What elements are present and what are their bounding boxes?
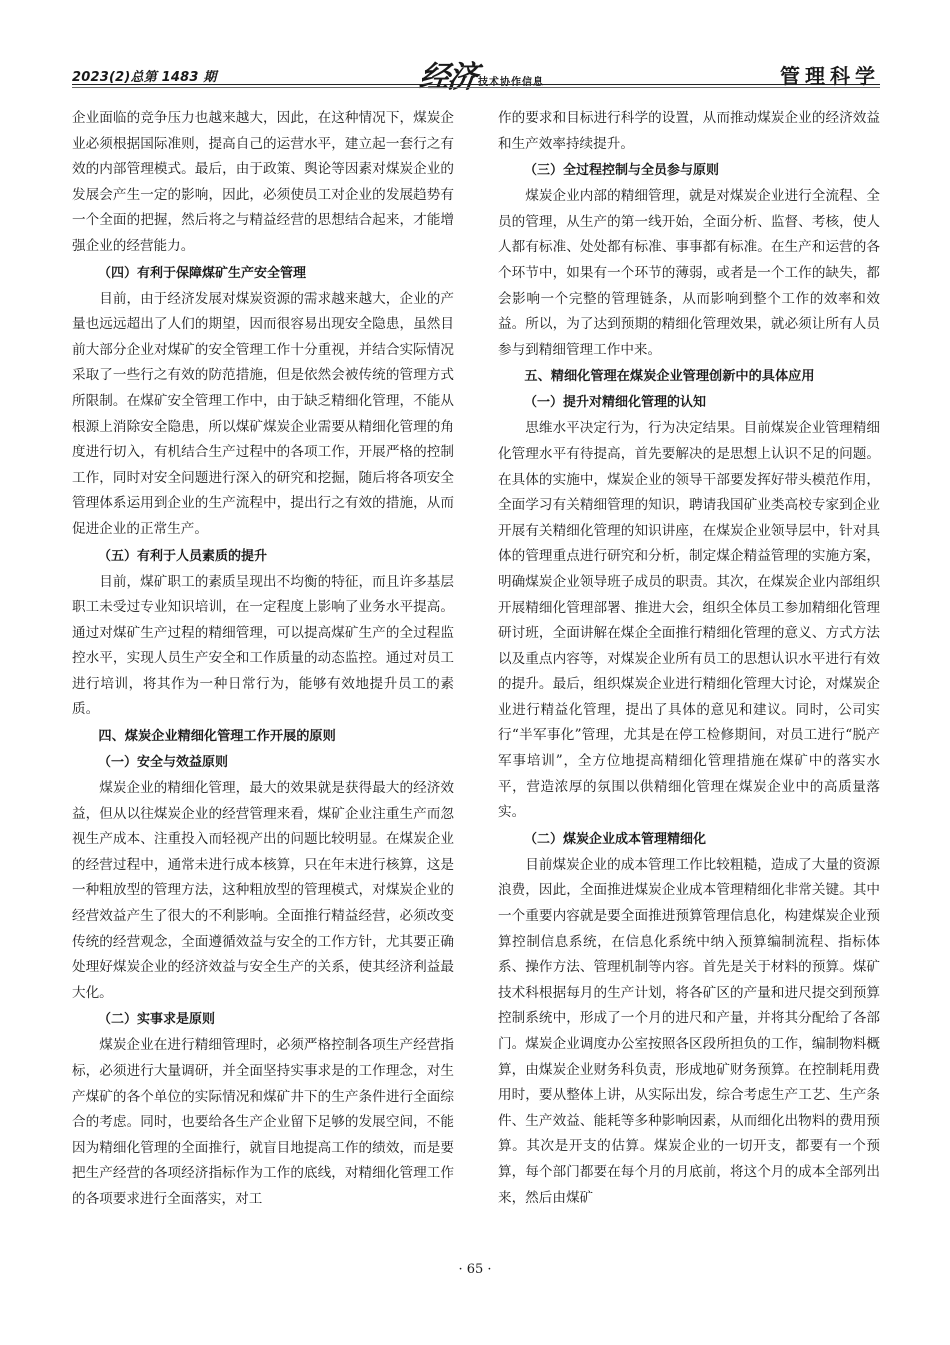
body-paragraph: 企业面临的竞争压力也越来越大，因此，在这种情况下，煤炭企业必须根据国际准则，提高自己的运营水平，建立起一套行之有效的内部管理模式。最后，由于政策、舆论等因素对煤炭企业的发展会产生一定的影响，因此，必须使员工对企业的发展趋势有一个全面的把握，然后将之与精益经营的思想结合起来，才能增强企业的经营能力。 bbox=[72, 110, 454, 254]
body-paragraph: 煤炭企业在进行精细管理时，必须严格控制各项生产经营指标，必须进行大量调研，并全面坚持实事求是的工作理念，对生产煤矿的各个单位的实际情况和煤矿井下的生产条件进行全面综合的考虑。同时，也要给各生产企业留下足够的发展空间，不能因为精细化管理的全面推行，就盲目地提高工作的绩效，而是要把生产经营的各项经济指标作为工作的底线，对精细化管理工作的各项要求进行全面落实，对工 bbox=[72, 1037, 454, 1207]
subsection-heading: （二）实事求是原则 bbox=[98, 1012, 216, 1028]
subsection-heading: （一）安全与效益原则 bbox=[98, 755, 229, 771]
subsection-heading: （五）有利于人员素质的提升 bbox=[98, 548, 268, 564]
issue-label: 2023(2)总第 1483 期 bbox=[72, 70, 217, 85]
left-column bbox=[72, 106, 454, 1256]
body-paragraph: 目前煤炭企业的成本管理工作比较粗糙，造成了大量的资源浪费，因此，全面推进煤炭企业成本管理精细化非常关键。其中一个重要内容就是要全面推进预算管理信息化，构建煤炭企业预算控制信息系统，在信息化系统中纳入预算编制流程、指标体系、操作方法、管理机制等内容。首先是关于材料的预算。煤矿技术科根据每月的生产计划，将各矿区的产量和进尺提交到预算控制系统中，形成了一个月的进尺和产量，并将其分配给了各部门。煤炭企业调度办公室按照各区段所担负的工作，编制物料概算，由煤炭企业财务科负责，形成地矿财务预算。在控制耗用费用时，要从整体上讲，从实际出发，综合考虑生产工艺、生产条件、生产效益、能耗等多种影响因素，从而细化出物料的费用预算。其次是开支的估算。煤炭企业的一切开支，都要有一个预算，每个部门都要在每个月的月底前，将这个月的成本全部列出来，然后由煤矿 bbox=[498, 856, 880, 1206]
section-heading: 四、煤炭企业精细化管理工作开展的原则 bbox=[98, 729, 336, 745]
right-column bbox=[498, 106, 880, 1256]
logo-main-text: 经济 bbox=[417, 60, 478, 95]
page-number: · 65 · bbox=[458, 1262, 492, 1277]
subsection-heading: （四）有利于保障煤矿生产安全管理 bbox=[98, 265, 307, 281]
section-label: 管理科学 bbox=[780, 64, 880, 88]
journal-logo bbox=[417, 52, 544, 96]
body-paragraph: 作的要求和目标进行科学的设置，从而推动煤炭企业的经济效益和生产效率持续提升。 bbox=[498, 110, 880, 152]
body-paragraph: 目前，煤矿职工的素质呈现出不均衡的特征，而且许多基层职工未受过专业知识培训，在一定程度上影响了业务水平提高。通过对煤矿生产过程的精细管理，可以提高煤矿生产的全过程监控水平，实现人员生产安全和工作质量的动态监控。通过对员工进行培训，将其作为一种日常行为，能够有效地提升员工的素质。 bbox=[72, 573, 454, 718]
body-paragraph: 煤炭企业的精细化管理，最大的效果就是获得最大的经济效益，但从以往煤炭企业的经营管理来看，煤矿企业注重生产而忽视生产成本、注重投入而轻视产出的问题比较明显。在煤炭企业的经营过程中，通常未进行成本核算，只在年末进行核算，这是一种粗放型的管理方法，这种粗放型的管理模式，对煤炭企业的经营效益产生了很大的不利影响。全面推行精益经营，必须改变传统的经营观念，全面遵循效益与安全的工作方针，尤其要正确处理好煤炭企业的经济效益与安全生产的关系，使其经济利益最大化。 bbox=[72, 780, 454, 1001]
body-paragraph: 思维水平决定行为，行为决定结果。目前煤炭企业管理精细化管理水平有待提高，首先要解决的是思想上认识不足的问题。在具体的实施中，煤炭企业的领导干部要发挥好带头模范作用，全面学习有关精细管理的知识，聘请我国矿业类高校专家到企业开展有关精细化管理的知识讲座，在煤炭企业领导层中，针对具体的管理重点进行研究和分析，制定煤企精益管理的实施方案，明确煤炭企业领导班子成员的职责。其次，在煤炭企业内部组织开展精细化管理部署、推进大会，组织全体员工参加精细化管理研讨班，全面讲解在煤企全面推行精细化管理的意义、方式方法以及重点内容等，对煤炭企业所有员工的思想认识水平进行有效的提升。最后，组织煤炭企业进行精细化管理大讨论，对煤炭企业进行精益化管理，提出了具体的意见和建议。同时，公司实行“半军事化”管理，尤其是在停工检修期间，对员工进行“脱产军事培训”，全方位地提高精细化管理措施在煤矿中的落实水平，营造浓厚的氛围以供精细化管理在煤炭企业中的高质量落实。 bbox=[498, 420, 880, 821]
body-paragraph: 目前，由于经济发展对煤炭资源的需求越来越大，企业的产量也远远超出了人们的期望，因而很容易出现安全隐患，虽然目前大部分企业对煤矿的安全管理工作十分重视，并结合实际情况采取了一些行之有效的防范措施，但是依然会被传统的管理方式所限制。在煤矿安全管理工作中，由于缺乏精细化管理，不能从根源上消除安全隐患，所以煤矿煤炭企业需要从精细化管理的角度进行切入，有机结合生产过程中的各项工作，开展严格的控制工作，同时对安全问题进行深入的研究和挖掘，随后将各项安全管理体系运用到企业的生产流程中，提出行之有效的措施，从而促进企业的正常生产。 bbox=[72, 290, 454, 537]
running-header bbox=[72, 58, 880, 95]
subsection-heading: （三）全过程控制与全员参与原则 bbox=[524, 163, 720, 179]
header-rule-thin bbox=[72, 87, 880, 88]
logo-sub-text: 技术协作信息 bbox=[478, 77, 544, 88]
section-heading: 五、精细化管理在煤炭企业管理创新中的具体应用 bbox=[524, 369, 815, 385]
subsection-heading: （一）提升对精细化管理的认知 bbox=[524, 395, 707, 411]
header-rule bbox=[72, 84, 880, 85]
body-paragraph: 煤炭企业内部的精细管理，就是对煤炭企业进行全流程、全员的管理，从生产的第一线开始，全面分析、监督、考核，使人人都有标准、处处都有标准、事事都有标准。在生产和运营的各个环节中，如果有一个环节的薄弱，或者是一个工作的缺失，都会影响一个完整的管理链条，从而影响到整个工作的效率和效益。所以，为了达到预期的精细化管理效果，就必须让所有人员参与到精细管理工作中来。 bbox=[498, 188, 880, 358]
subsection-heading: （二）煤炭企业成本管理精细化 bbox=[524, 831, 707, 847]
